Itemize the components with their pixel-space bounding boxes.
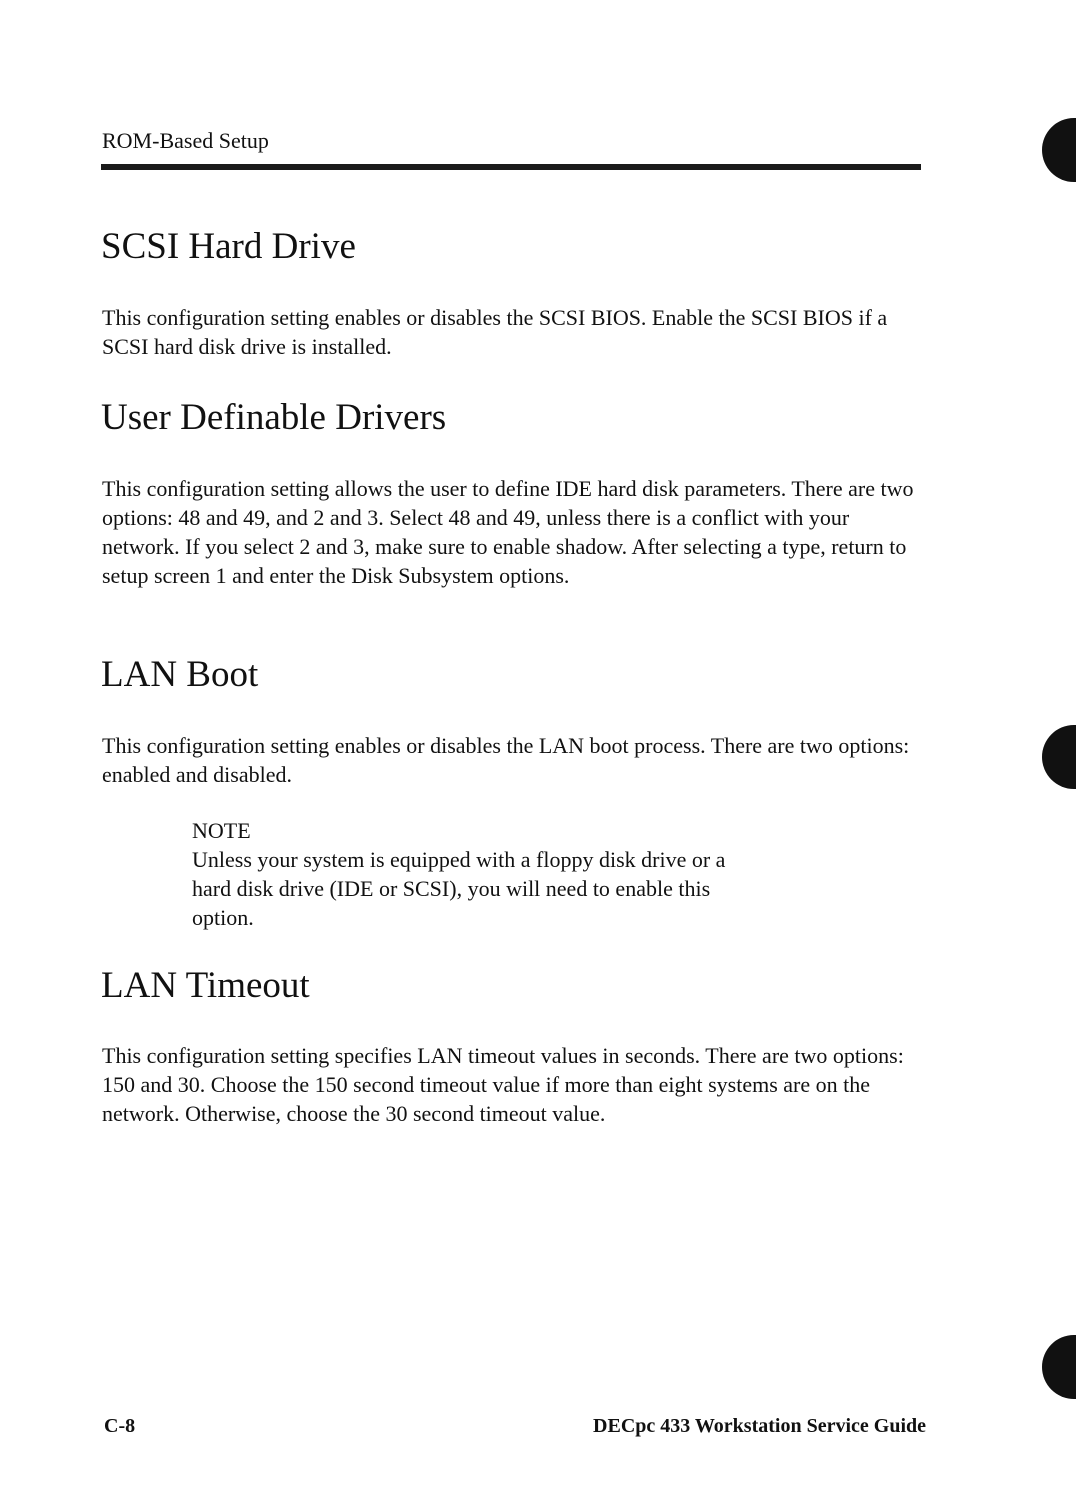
section-title-scsi-hard-drive: SCSI Hard Drive [101, 226, 356, 267]
header-rule [101, 164, 921, 170]
note-box [192, 816, 752, 932]
section-title-lan-timeout: LAN Timeout [101, 965, 310, 1006]
section-body-scsi-hard-drive: This configuration setting enables or disables the SCSI BIOS. Enable the SCSI BIOS if a SCSI hard disk drive is installed. [102, 305, 888, 359]
thumb-tab-marker [1042, 725, 1076, 789]
thumb-tab-marker [1042, 118, 1076, 182]
section-body-lan-timeout: This configuration setting specifies LAN timeout values in seconds. There are two options: 150 and 30. Choose the 150 second timeout value if more than eight systems are on the network. Otherwise, choose the 30 second timeout value. [102, 1043, 904, 1126]
section-title-lan-boot: LAN Boot [101, 654, 259, 695]
note-label: NOTE [192, 818, 251, 843]
section-body-user-definable-drivers: This configuration setting allows the user to define IDE hard disk parameters. There are two options: 48 and 49, and 2 and 3. Select 48 and 49, unless there is a conflict with your network. If you select 2 and 3, make sure to enable shadow. After selecting a type, return to setup screen 1 and enter the Disk Subsystem options. [102, 476, 914, 588]
book-title: DECpc 433 Workstation Service Guide [593, 1415, 926, 1437]
running-head: ROM-Based Setup [102, 128, 269, 153]
thumb-tab-marker [1042, 1335, 1076, 1399]
page-number: C-8 [104, 1415, 136, 1437]
note-text: Unless your system is equipped with a floppy disk drive or a hard disk drive (IDE or SCSI), you will need to enable this option. [192, 847, 726, 930]
section-body-lan-boot: This configuration setting enables or disables the LAN boot process. There are two options: enabled and disabled. [102, 733, 910, 787]
section-title-user-definable-drivers: User Definable Drivers [101, 397, 447, 438]
